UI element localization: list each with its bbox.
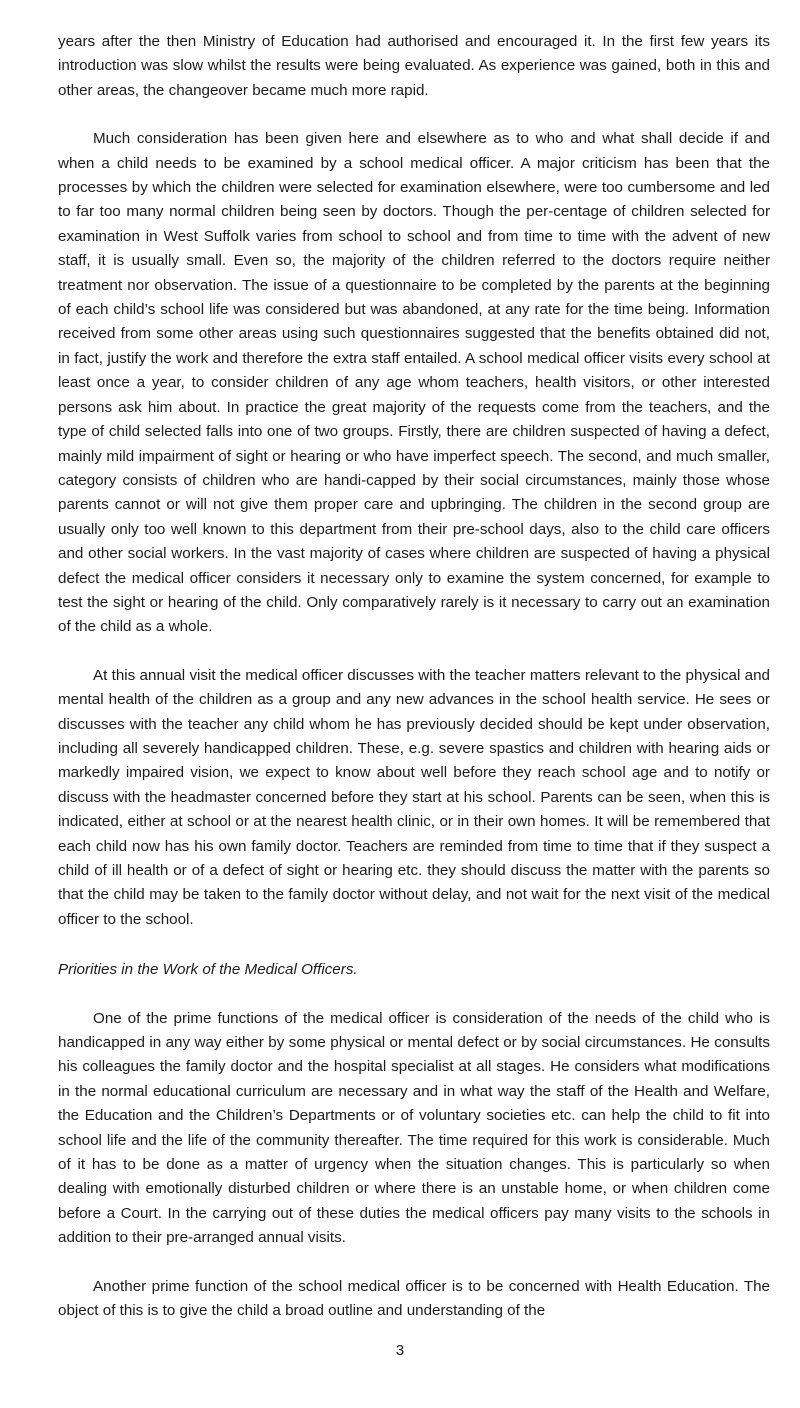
paragraph-health-education: Another prime function of the school medical officer is to be concerned with Health Education. The object of this is to give the child a broad outline and understanding of the: [58, 1277, 770, 1320]
paragraph-prime-functions: One of the prime functions of the medical officer is consideration of the needs of the child who is handicapped in any way either by some physical or mental defect or by social circumstances. He consults his colleagues the family doctor and the hospital specialist at all stages. He considers what modifications in the normal educational curriculum are necessary and in what way the staff of the Health and Welfare, the Education and the Children’s Departments or of voluntary societies etc. can help the child to fit into school life and the life of the community thereafter. The time required for this work is considerable. Much of it has to be done as a matter of urgency when the situation changes. This is particularly so when dealing with emotionally disturbed children or where there is an unstable home, or when children come before a Court. In the carrying out of these duties the medical officers pay many visits to the schools in addition to their pre-arranged annual visits.: [58, 1009, 770, 1247]
document-page: [58, 30, 770, 1324]
section-heading: Priorities in the Work of the Medical Officers.: [58, 961, 358, 979]
paragraph-examination-selection: Much consideration has been given here and elsewhere as to who and what shall decide if and when a child needs to be examined by a school medical officer. A major criticism has been that the processes by which the children were selected for examination elsewhere, were too cumbersome and led to far too many normal children being seen by doctors. Though the per-centage of children selected for examination in West Suffolk varies from school to school and from time to time with the advent of new staff, it is usually small. Even so, the majority of the children referred to the doctors require neither treatment nor observation. The issue of a questionnaire to be completed by the parents at the beginning of each child’s school life was considered but was abandoned, at any rate for the time being. Information received from some other areas using such questionnaires suggested that the benefits obtained did not, in fact, justify the work and therefore the extra staff entailed. A school medical officer visits every school at least once a year, to consider children of any age whom teachers, health visitors, or other interested persons ask him about. In practice the great majority of the requests come from the teachers, and the type of child selected falls into one of two groups. Firstly, there are children suspected of having a defect, mainly mild impairment of sight or hearing or who have imperfect speech. The second, and much smaller, category consists of children who are handi-capped by their social circumstances, mainly those whose parents cannot or will not give them proper care and upbringing. The children in the second group are usually only too well known to this department from their pre-school days, also to the child care officers and other social workers. In the vast majority of cases where children are suspected of having a physical defect the medical officer considers it necessary only to examine the system concerned, for example to test the sight or hearing of the child. Only comparatively rarely is it necessary to carry out an examination of the child as a whole.: [58, 130, 770, 636]
page-number: 3: [395, 1342, 405, 1359]
paragraph-annual-visit: At this annual visit the medical officer discusses with the teacher matters relevant to the physical and mental health of the children as a group and any new advances in the school health service. He sees or discusses with the teacher any child whom he has previously decided should be kept under observation, including all severely handicapped children. These, e.g. severe spastics and children with hearing aids or markedly impaired vision, we expect to know about well before they reach school age and to notify or discuss with the headmaster concerned before they start at his school. Parents can be seen, when this is indicated, either at school or at the nearest health clinic, or in their own homes. It will be remembered that each child now has his own family doctor. Teachers are reminded from time to time that if they suspect a child of ill health or of a defect of sight or hearing etc. they should discuss the matter with the parents so that the child may be taken to the family doctor without delay, and not wait for the next visit of the medical officer to the school.: [58, 666, 770, 928]
paragraph-continuation: years after the then Ministry of Education had authorised and encouraged it. In the first few years its introduction was slow whilst the results were being evaluated. As experience was gained, both in this and other areas, the changeover became much more rapid.: [58, 33, 770, 99]
